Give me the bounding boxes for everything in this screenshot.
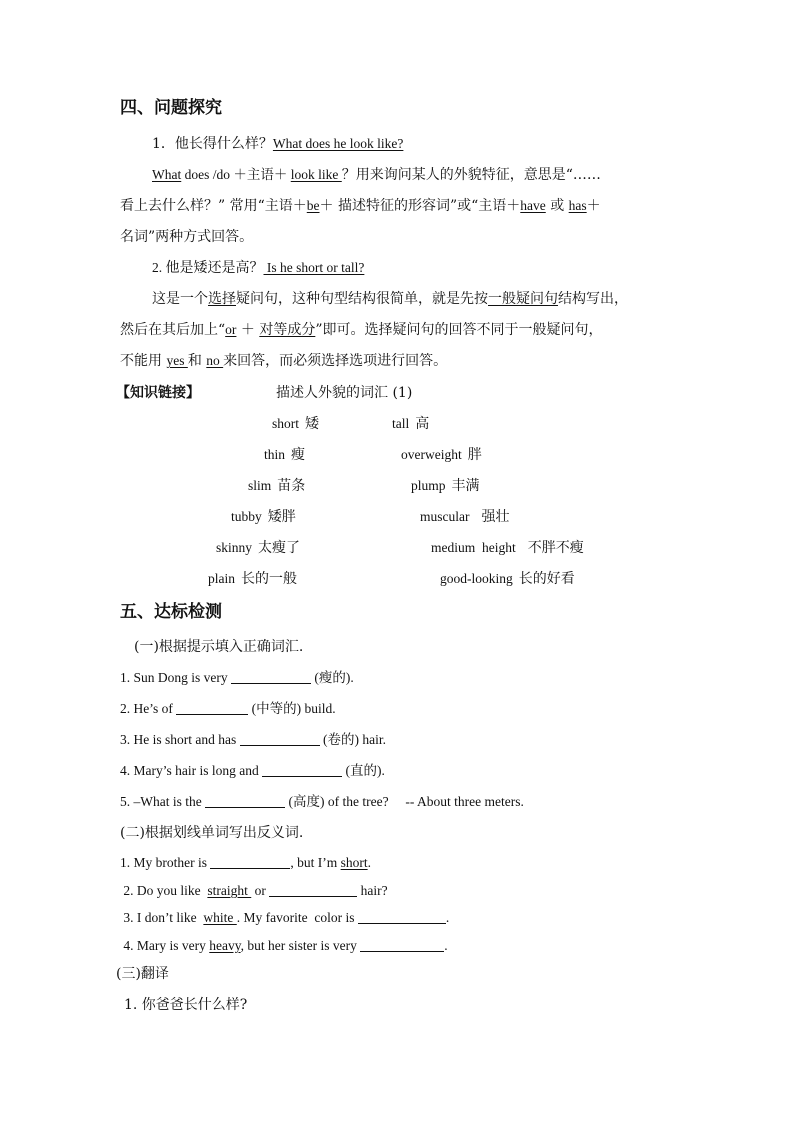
yes-word: yes xyxy=(166,353,188,368)
item-pre: 1. Sun Dong is very xyxy=(120,670,231,685)
item-text: , but her sister is very xyxy=(240,938,361,953)
q1-chinese: 他长得什么样？ xyxy=(174,136,273,152)
vocab-zh: 长的好看 xyxy=(518,571,575,587)
vocab-right-1 xyxy=(401,445,482,465)
item-pre: 4. Mary’s hair is long and xyxy=(120,763,263,778)
part-1-item-5 xyxy=(120,792,524,812)
underlined-word: heavy xyxy=(209,938,241,953)
vocab-en: short xyxy=(272,416,299,431)
no-word: no xyxy=(206,353,224,368)
underlined-word: straight xyxy=(207,883,252,898)
e2-l2c: ＋ xyxy=(236,322,260,338)
explain-2-line-1 xyxy=(152,289,628,309)
item-text: , but I’m xyxy=(290,855,341,870)
part-1-item-3 xyxy=(120,730,386,750)
item-text: . xyxy=(445,910,450,925)
item-text: 3. I don’t like xyxy=(120,910,204,925)
part-2-item-4 xyxy=(120,936,448,956)
vocab-en: good-looking xyxy=(440,571,513,586)
vocab-zh: 太瘦了 xyxy=(258,540,301,556)
item-text: or xyxy=(251,883,270,898)
vocab-zh: 胖 xyxy=(467,447,482,463)
item-text: . xyxy=(444,938,448,953)
equal-part: 对等成分 xyxy=(259,322,316,338)
e2-l3c: 和 xyxy=(187,353,207,369)
vocab-left-3 xyxy=(231,507,296,527)
vocab-en: tall xyxy=(392,416,410,431)
explain-1-tail: ？用来询问某人的外貌特征，意思是“…… xyxy=(341,167,601,183)
question-1 xyxy=(152,134,403,154)
vocab-right-0 xyxy=(392,414,429,434)
or-text: 或 xyxy=(545,198,569,214)
answer-blank[interactable] xyxy=(358,909,446,924)
section-4-title: 四、问题探究 xyxy=(120,98,222,118)
vocab-left-1 xyxy=(264,445,305,465)
look-like-word: look like xyxy=(290,167,342,182)
vocab-en: plump xyxy=(411,478,446,493)
e2-l3e: 来回答，而必须选择选项进行回答。 xyxy=(223,353,448,369)
vocab-zh: 矮 xyxy=(305,416,319,432)
part-1-item-2 xyxy=(120,699,336,719)
vocab-right-3 xyxy=(420,507,510,527)
e2-l1e: 一般疑问句 xyxy=(488,291,558,307)
item-text: . xyxy=(367,855,371,870)
vocab-en: slim xyxy=(248,478,272,493)
answer-blank[interactable] xyxy=(269,882,357,897)
answer-blank[interactable] xyxy=(176,700,248,715)
question-2 xyxy=(152,258,364,278)
vocab-zh: 矮胖 xyxy=(267,509,296,525)
vocab-zh: 长的一般 xyxy=(241,571,297,587)
e2-l1d: 先按 xyxy=(460,291,488,307)
answer-blank[interactable] xyxy=(360,937,444,952)
item-post: (直的). xyxy=(342,763,385,778)
item-pre: 3. He is short and has xyxy=(120,732,240,747)
vocab-zh: 高 xyxy=(415,416,430,432)
plus-text: ＋ xyxy=(586,198,601,214)
item-post: (高度) of the tree? -- About three meters. xyxy=(285,794,524,809)
vocab-zh: 瘦 xyxy=(291,447,306,463)
vocab-right-5 xyxy=(440,569,575,589)
answer-blank[interactable] xyxy=(205,793,285,808)
what-word: What xyxy=(152,167,182,182)
vocab-en: muscular xyxy=(420,509,470,524)
vocab-en: plain xyxy=(208,571,235,586)
explain-1-line-3: 名词”两种方式回答。 xyxy=(120,229,254,245)
be-word: be xyxy=(306,198,320,213)
part-2-item-1 xyxy=(120,853,371,873)
answer-blank[interactable] xyxy=(240,731,320,746)
e2-l1a: 这是一个 xyxy=(152,291,208,307)
part-3-title: (三)翻译 xyxy=(116,966,169,982)
vocab-left-5 xyxy=(208,569,297,589)
explain-2-line-2 xyxy=(120,320,602,340)
answer-blank[interactable] xyxy=(210,854,290,869)
have-word: have xyxy=(520,198,546,213)
underlined-word: white xyxy=(203,910,237,925)
section-5-title: 五、达标检测 xyxy=(120,602,222,622)
knowledge-title: 描述人外貌的词汇 (1) xyxy=(276,385,413,401)
item-text: . My favorite color is xyxy=(236,910,358,925)
item-text: 4. Mary is very xyxy=(120,938,210,953)
explain-1-l2a: 看上去什么样？” 常用“主语＋ xyxy=(120,198,307,214)
e2-l1b: 选择 xyxy=(208,291,236,307)
knowledge-tag: 【知识链接】 xyxy=(116,385,200,401)
underlined-word: short xyxy=(340,855,368,870)
part-1-item-4 xyxy=(120,761,385,781)
part-1-title: (一)根据提示填入正确词汇. xyxy=(134,639,304,655)
answer-blank[interactable] xyxy=(231,669,311,684)
explain-1-l2b: ＋ 描述特征的形容词”或“主语＋ xyxy=(319,198,521,214)
item-text: 2. Do you like xyxy=(120,883,208,898)
vocab-zh: 苗条 xyxy=(277,478,306,494)
part-3-item-1: 1. 你爸爸长什么样? xyxy=(124,997,248,1013)
vocab-en: thin xyxy=(264,447,286,462)
e2-l1f: 结构写出， xyxy=(558,291,628,307)
vocab-en: medium height xyxy=(431,540,516,555)
answer-blank[interactable] xyxy=(262,762,342,777)
vocab-right-4 xyxy=(431,538,584,558)
vocab-right-2 xyxy=(411,476,480,496)
part-2-item-2 xyxy=(120,881,388,901)
part-1-item-1 xyxy=(120,668,354,688)
item-post: (瘦的). xyxy=(311,670,354,685)
item-pre: 5. –What is the xyxy=(120,794,206,809)
has-word: has xyxy=(568,198,587,213)
vocab-zh: 不胖不瘦 xyxy=(527,540,584,556)
q1-english: What does he look like? xyxy=(272,136,404,151)
e2-l1c: 疑问句，这种句型结构很简单，就是 xyxy=(236,291,460,307)
q2-number: 2. xyxy=(152,260,166,275)
e2-l2a: 然后在其后加上“ xyxy=(120,322,226,338)
vocab-left-0 xyxy=(272,414,319,434)
vocab-zh: 丰满 xyxy=(451,478,480,494)
explain-1-line-1 xyxy=(152,165,601,185)
item-text: hair? xyxy=(357,883,388,898)
does-do-text: does /do ＋主语＋ xyxy=(181,167,291,182)
vocab-en: overweight xyxy=(401,447,462,462)
vocab-left-4 xyxy=(216,538,300,558)
item-text: 1. My brother is xyxy=(120,855,211,870)
item-pre: 2. He’s of xyxy=(120,701,177,716)
part-2-title: (二)根据划线单词写出反义词. xyxy=(120,825,304,841)
vocab-left-2 xyxy=(248,476,305,496)
e2-l2e: ”即可。选择疑问句的回答不同于一般疑问句， xyxy=(315,322,603,338)
explain-2-line-3 xyxy=(120,351,447,371)
vocab-en: skinny xyxy=(216,540,253,555)
part-2-item-3 xyxy=(120,908,449,928)
explain-1-line-2 xyxy=(120,196,601,216)
item-post: (中等的) build. xyxy=(248,701,336,716)
q2-english: Is he short or tall? xyxy=(263,260,365,275)
e2-l3a: 不能用 xyxy=(120,353,167,369)
q1-number: 1． xyxy=(152,136,175,152)
q2-chinese: 他是矮还是高？ xyxy=(165,260,264,276)
item-post: (卷的) hair. xyxy=(319,732,386,747)
or-word: or xyxy=(225,322,237,337)
vocab-en: tubby xyxy=(231,509,262,524)
vocab-zh: 强壮 xyxy=(481,509,510,525)
